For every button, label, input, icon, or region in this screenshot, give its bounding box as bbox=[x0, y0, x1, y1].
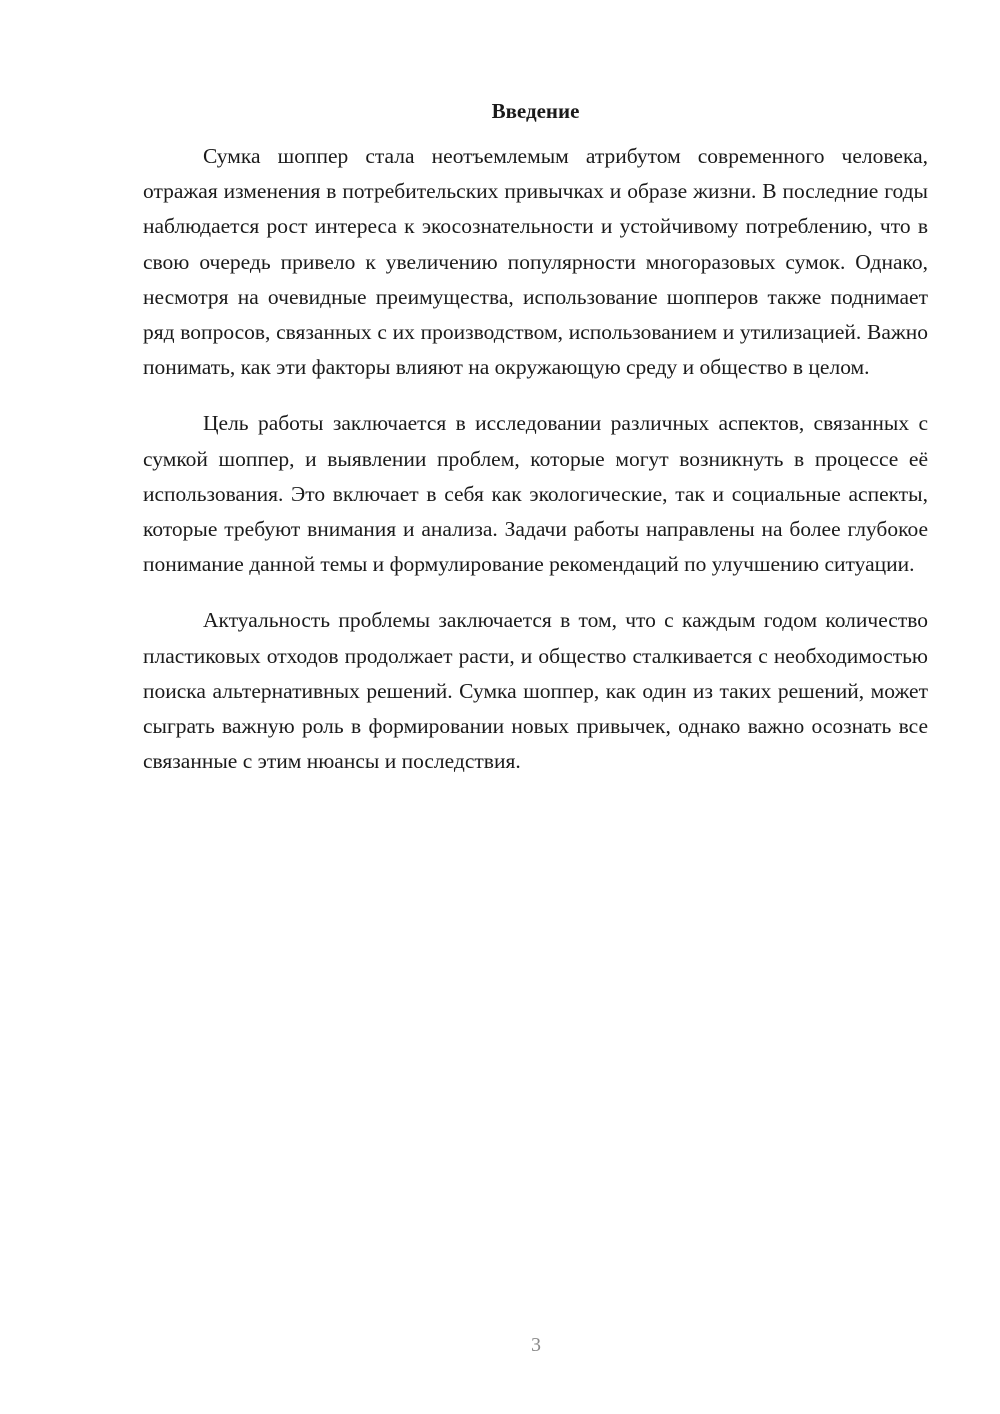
page-content bbox=[143, 96, 928, 800]
paragraph-goal: Цель работы заключается в исследовании различных аспектов, связанных с сумкой шоппер, и выявлении проблем, которые могут возникнуть в процессе её использования. Это включает в себя как экологические, так и социальные аспекты, которые требуют внимания и анализа. Задачи работы направлены на более глубокое понимание данной темы и формулирование рекомендаций по улучшению ситуации. bbox=[143, 411, 928, 577]
section-heading: Введение bbox=[491, 99, 580, 123]
page-number: 3 bbox=[531, 1334, 541, 1356]
paragraph-relevance: Актуальность проблемы заключается в том, что с каждым годом количество пластиковых отходов продолжает расти, и общество сталкивается с необходимостью поиска альтернативных решений. Сумка шоппер, как один из таких решений, может сыграть важную роль в формировании новых привычек, однако важно осознать все связанные с этим нюансы и последствия. bbox=[143, 608, 928, 774]
paragraph-introduction: Сумка шоппер стала неотъемлемым атрибутом современного человека, отражая изменения в потребительских привычках и образе жизни. В последние годы наблюдается рост интереса к экосознательности и устойчивому потреблению, что в свою очередь привело к увеличению популярности многоразовых сумок. Однако, несмотря на очевидные преимущества, использование шопперов также поднимает ряд вопросов, связанных с их производством, использованием и утилизацией. Важно понимать, как эти факторы влияют на окружающую среду и общество в целом. bbox=[143, 144, 928, 380]
